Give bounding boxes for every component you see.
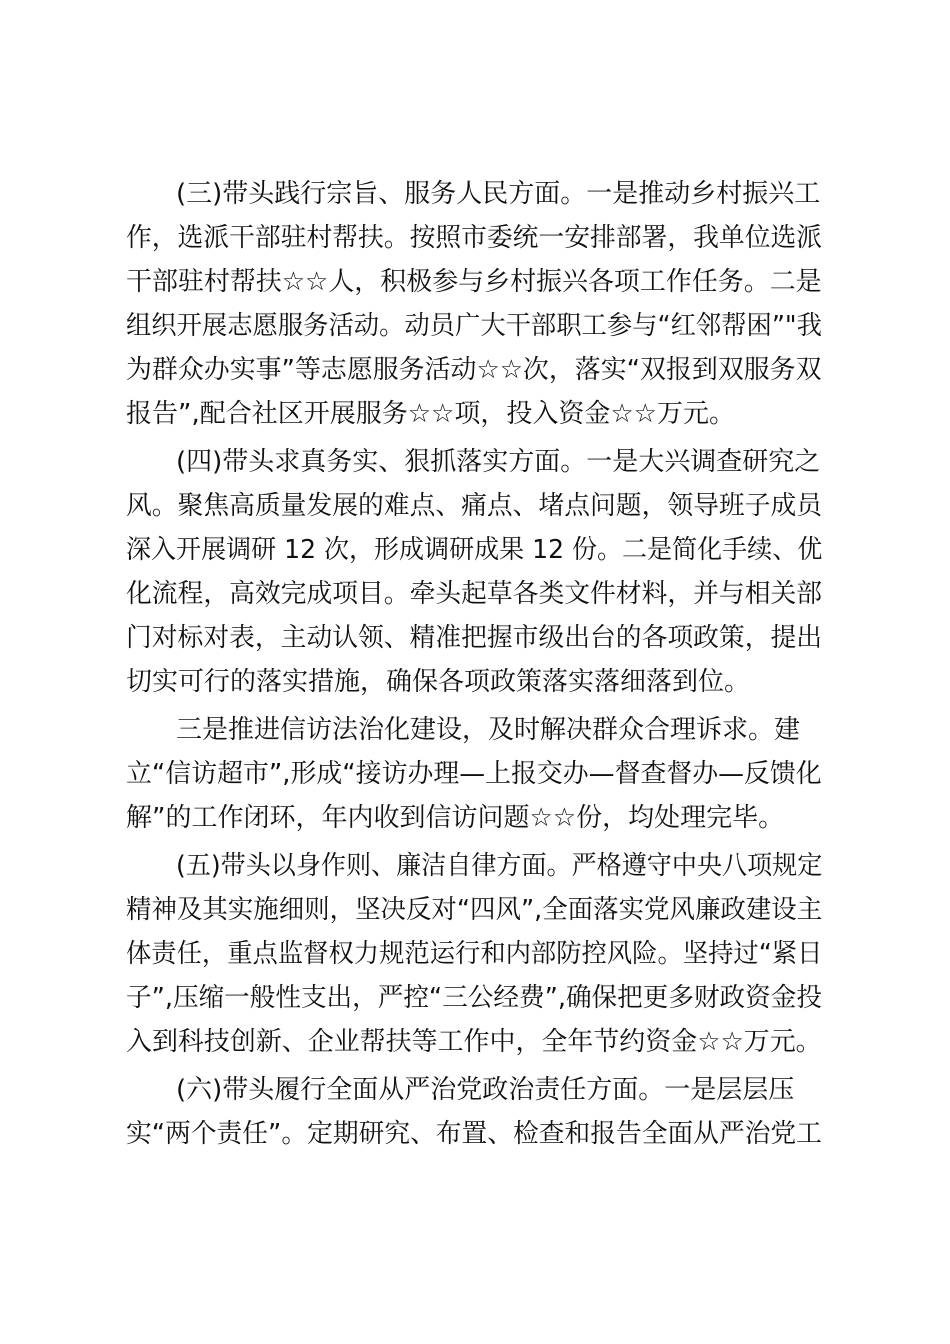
text-line: (三)带头践行宗旨、服务人民方面。一是推动乡村振兴工 xyxy=(176,179,821,209)
text-line: (五)带头以身作则、廉洁自律方面。严格遵守中央八项规定 xyxy=(176,851,823,881)
text-line: 化流程，高效完成项目。牵头起草各类文件材料，并与相关部 xyxy=(126,579,823,609)
text-line: 精神及其实施细则，坚决反对“四风”,全面落实党风廉政建设主 xyxy=(126,895,823,925)
text-line: 子”,压缩一般性支出，严控“三公经费”,确保把更多财政资金投 xyxy=(126,983,822,1013)
text-line: 作，选派干部驻村帮扶。按照市委统一安排部署，我单位选派 xyxy=(126,223,823,253)
text-line: 门对标对表，主动认领、精准把握市级出台的各项政策，提出 xyxy=(126,623,823,653)
text-line: 干部驻村帮扶☆☆人，积极参与乡村振兴各项工作任务。二是 xyxy=(126,267,822,297)
text-line: 组织开展志愿服务活动。动员广大干部职工参与“红邻帮困”"我 xyxy=(126,311,822,341)
text-line: 立“信访超市”,形成“接访办理—上报交办—督查督办—反馈化 xyxy=(126,759,822,789)
text-line: 体责任，重点监督权力规范运行和内部防控风险。坚持过“紧日 xyxy=(126,939,823,969)
text-line: 实“两个责任”。定期研究、布置、检查和报告全面从严治党工 xyxy=(126,1119,822,1149)
text-line: 解”的工作闭环，年内收到信访问题☆☆份，均处理完毕。 xyxy=(126,803,785,833)
text-line: 报告”,配合社区开展服务☆☆项，投入资金☆☆万元。 xyxy=(126,399,735,429)
text-line: 风。聚焦高质量发展的难点、痛点、堵点问题，领导班子成员 xyxy=(126,491,823,521)
text-line: 入到科技创新、企业帮扶等工作中，全年节约资金☆☆万元。 xyxy=(126,1027,822,1057)
text-line: (六)带头履行全面从严治党政治责任方面。一是层层压 xyxy=(176,1075,795,1105)
text-line: 深入开展调研 12 次，形成调研成果 12 份。二是简化手续、优 xyxy=(126,535,823,565)
text-line: 切实可行的落实措施，确保各项政策落实落细落到位。 xyxy=(126,667,751,697)
text-line: 三是推进信访法治化建设，及时解决群众合理诉求。建 xyxy=(176,715,801,745)
text-line: 为群众办实事”等志愿服务活动☆☆次，落实“双报到双服务双 xyxy=(126,355,822,385)
text-line: (四)带头求真务实、狠抓落实方面。一是大兴调查研究之 xyxy=(176,447,821,477)
